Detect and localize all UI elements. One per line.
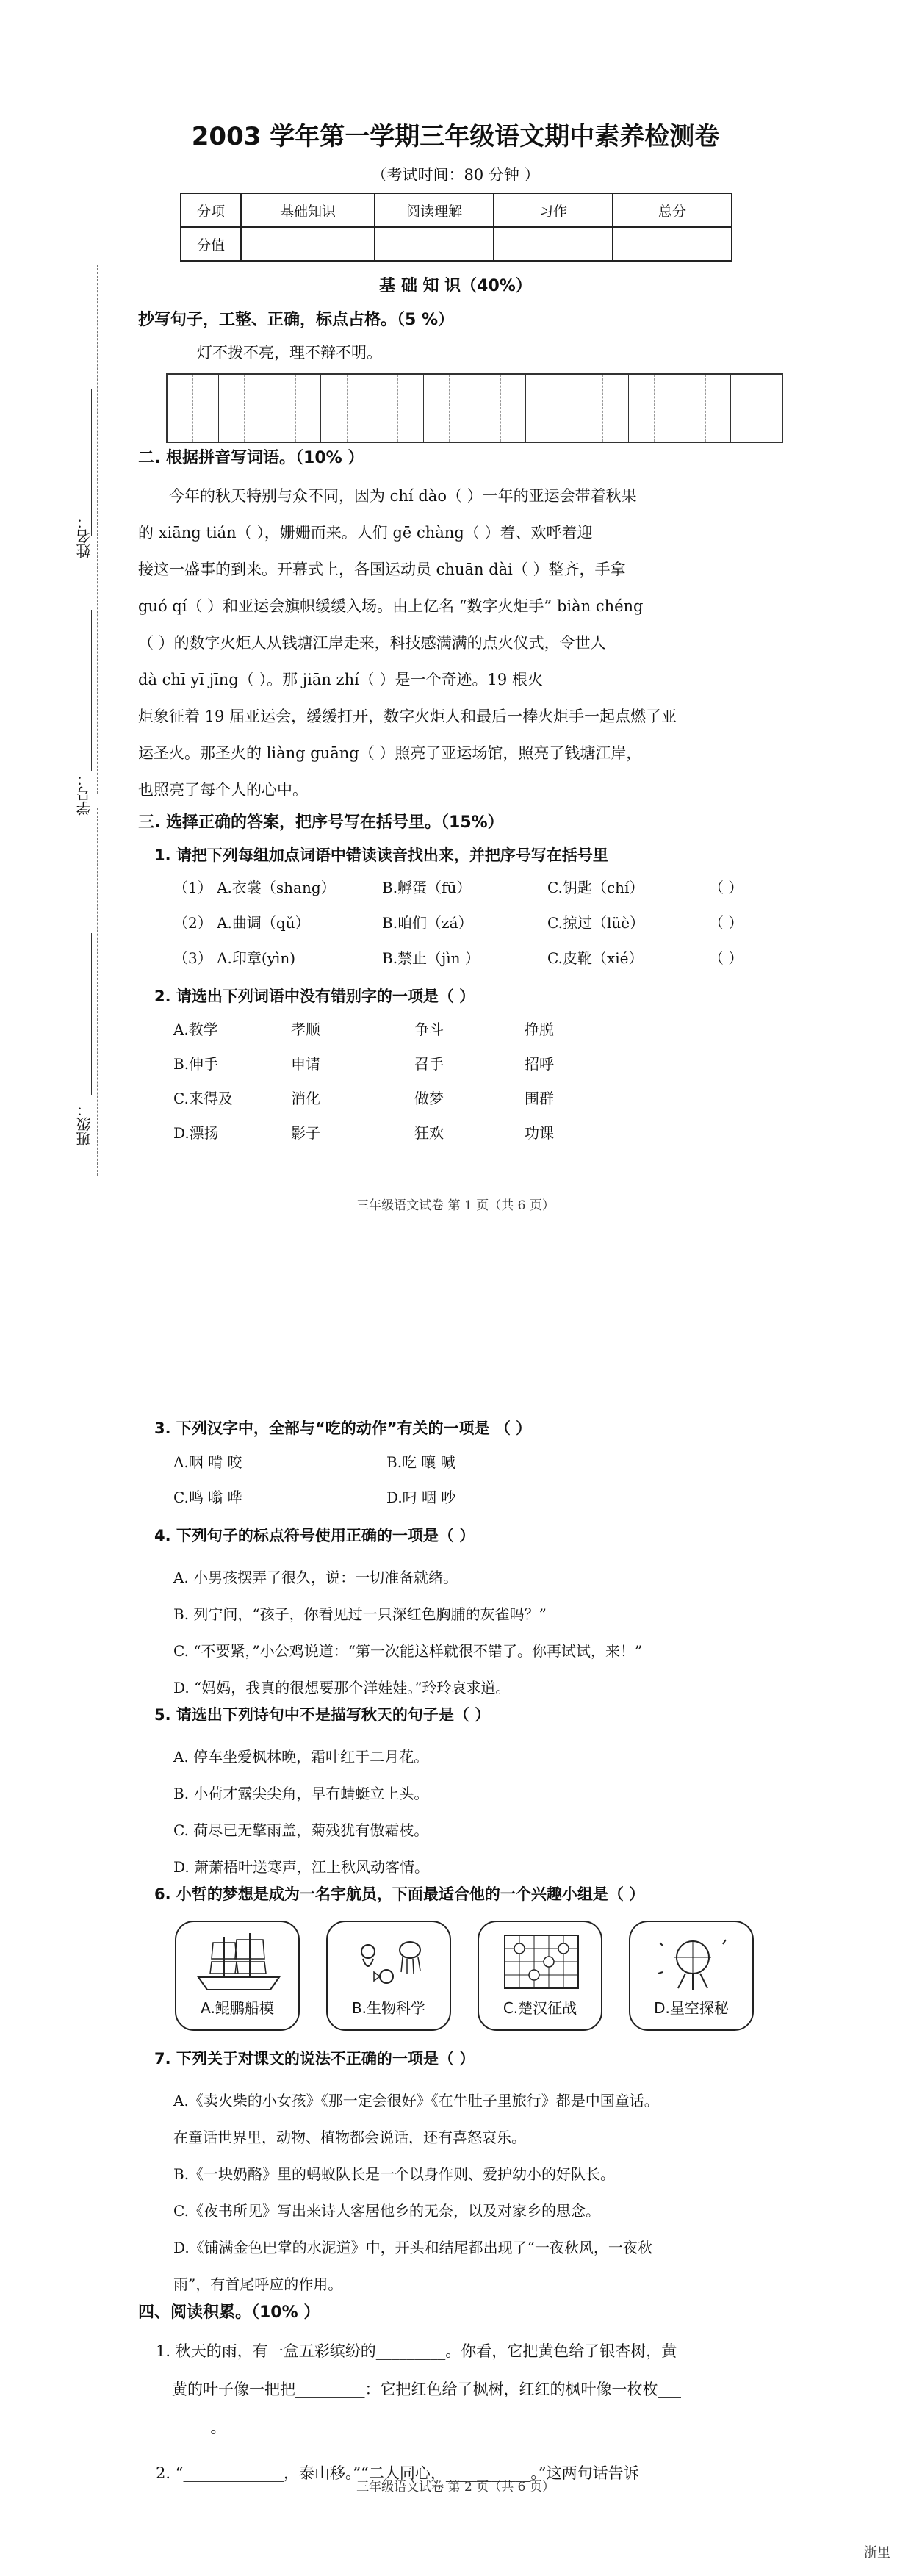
option: D.漂扬 [173,1124,219,1142]
option: 召手 [414,1055,444,1073]
option: B.伸手 [173,1055,219,1073]
option: C.来得及 [173,1090,233,1107]
option: A.《卖火柴的小女孩》《那一定会很好》《在牛肚子里旅行》都是中国童话。 [173,2092,659,2109]
option: 影子 [291,1124,320,1142]
q2-heading: 二. 根据拼音写词语。（10% ） [138,449,364,467]
option: A.教学 [173,1021,218,1038]
option: C.钥匙（chí） [547,879,644,896]
q3-sub1-options [173,876,743,982]
q2-line: 炬象征着 19 届亚运会，缓缓打开，数字火炬人和最后一棒火炬手一起点燃了亚 [138,708,677,725]
score-header-total: 总分 [613,193,732,227]
section-basic-heading: 基 础 知 识（40%） [379,277,532,295]
q2-line: 接这一盛事的到来。开幕式上，各国运动员 chuān dài（ ）整齐，手拿 [138,561,626,578]
choice-label: B.生物科学 [351,1999,426,2017]
q2-line: （ ）的数字火炬人从钱塘江岸走来，科技感满满的点火仪式，令世人 [138,634,606,652]
option: （3） A.印章(yìn) [173,949,296,967]
option: 做梦 [414,1090,444,1107]
q3-sub5-options [173,1738,429,1885]
ship-icon [191,1929,287,1996]
option: 围群 [525,1090,554,1107]
q1-sentence: 灯不拨不亮，理不辩不明。 [197,344,382,361]
choice-card-biology[interactable] [326,1921,451,2031]
name-blank [91,389,92,536]
option: C.掠过（lüè） [547,914,645,932]
option: C.鸣 嗡 哗 [173,1489,242,1506]
q3-sub4-options [173,1559,642,1706]
creatures-icon [342,1929,438,1996]
choice-label: A.鲲鹏船模 [201,1999,274,2017]
option: 争斗 [414,1021,444,1038]
q4-heading: 四、阅读积累。（10% ） [138,2303,320,2322]
option: 在童话世界里，动物、植物都会说话，还有喜怒哀乐。 [173,2129,526,2146]
q3-sub2-row [173,1121,554,1156]
option: C. 荷尽已无擎雨盖，菊残犹有傲霜枝。 [173,1821,429,1839]
writing-grid[interactable] [166,373,783,443]
choice-label: C.楚汉征战 [503,1999,577,2017]
q3-sub3-stem: 3. 下列汉字中，全部与“吃的动作”有关的一项是 （ ） [154,1420,532,1437]
score-row-label: 分值 [181,227,241,261]
exam-title: 2003 学年第一学期三年级语文期中素养检测卷 [191,122,720,151]
choice-card-stars[interactable] [629,1921,754,2031]
option: 狂欢 [414,1124,444,1142]
option: A. 小男孩摆弄了很久，说：一切准备就绪。 [173,1569,458,1586]
option: B. 列宁问，“孩子，你看见过一只深红色胸脯的灰雀吗？” [173,1605,547,1623]
option: 孝顺 [291,1021,320,1038]
id-blank [91,610,92,771]
q2-line: 的 xiāng tián（ ），姗姗而来。人们 gē chàng（ ）着、欢呼着迎 [138,524,593,542]
q4-line: 2. “_____________，泰山移。”“二人同心，___________。”这两句话告诉 [156,2464,639,2482]
option: 招呼 [525,1055,554,1073]
option: （1） A.衣裳（shang） [173,879,336,896]
page-footer-1: 三年级语文试卷 第 1 页（共 6 页） [356,1198,555,1213]
q3-sub1-stem: 1. 请把下列每组加点词语中错读读音找出来，并把序号写在括号里 [154,846,608,864]
choice-card-chess[interactable] [478,1921,602,2031]
option: 挣脱 [525,1021,554,1038]
score-header-item: 分项 [181,193,241,227]
score-cell-basic[interactable] [241,227,375,261]
option: 雨”，有首尾呼应的作用。 [173,2275,343,2293]
q4-line: 1. 秋天的雨，有一盒五彩缤纷的_________。你看，它把黄色给了银杏树，黄 [156,2342,677,2360]
option: B.咱们（zá） [382,914,473,932]
name-label: 姓名： [76,514,93,558]
q2-line: 今年的秋天特别与众不同，因为 chí dào（ ）一年的亚运会带着秋果 [169,487,637,505]
option: D.叼 咽 吵 [386,1489,456,1506]
option: A.咽 啃 咬 [173,1453,242,1471]
id-label: 学号： [76,771,93,816]
answer-blank[interactable]: （ ） [709,949,743,967]
q3-sub1-row [173,911,743,946]
score-header-reading: 阅读理解 [375,193,494,227]
option: 申请 [291,1055,320,1073]
q4-items [156,2332,788,2492]
binding-line-top [97,265,98,794]
option: 消化 [291,1090,320,1107]
q3-sub7-options [173,2082,791,2303]
q3-sub4-stem: 4. 下列句子的标点符号使用正确的一项是（ ） [154,1527,475,1544]
q3-sub5-stem: 5. 请选出下列诗句中不是描写秋天的句子是（ ） [154,1706,491,1724]
q2-line: dà chī yī jīng（ ）。那 jiān zhí（ ）是一个奇迹。19 根火 [138,671,543,688]
q3-sub3-row [173,1450,455,1486]
option: C.皮靴（xié） [547,949,644,967]
q3-heading: 三. 选择正确的答案，把序号写在括号里。（15%） [138,813,504,832]
option: C.《夜书所见》写出来诗人客居他乡的无奈，以及对家乡的思念。 [173,2202,600,2220]
option: D.《铺满金色巴掌的水泥道》中，开头和结尾都出现了“一夜秋风，一夜秋 [173,2239,652,2256]
score-table-header [181,193,732,227]
q4-line: 黄的叶子像一把把_________：它把红色给了枫树，红红的枫叶像一枚枚___ [172,2381,681,2398]
class-blank [91,933,92,1095]
q3-sub2-row [173,1087,554,1121]
telescope-icon [645,1929,741,1996]
corner-mark: 浙里 [864,2545,890,2561]
q3-sub2-row [173,1052,554,1087]
option: D. “妈妈，我真的很想要那个洋娃娃。”玲玲哀求道。 [173,1679,511,1697]
q3-sub2-options [173,1018,554,1156]
option: 功课 [525,1124,554,1142]
page-footer-2: 三年级语文试卷 第 2 页（共 6 页） [356,2480,555,2494]
q2-line: guó qí（ ）和亚运会旗帜缓缓入场。由上亿名 “数字火炬手” biàn chéng [138,597,644,615]
q3-sub1-row [173,876,743,911]
q1-heading: 抄写句子，工整、正确，标点占格。（5 %） [138,311,455,329]
option: C. “不要紧，”小公鸡说道：“第一次能这样就很不错了。你再试试，来！” [173,1642,643,1660]
option: A. 停车坐爱枫林晚，霜叶红于二月花。 [173,1748,429,1766]
q2-line: 也照亮了每个人的心中。 [138,781,308,799]
score-header-basic: 基础知识 [241,193,375,227]
option: B.孵蛋（fū） [382,879,472,896]
q3-sub2-stem: 2. 请选出下列词语中没有错别字的一项是（ ） [154,987,475,1005]
binding-line-bottom [97,808,98,1176]
answer-blank[interactable]: （ ） [709,914,743,932]
chessboard-icon [494,1929,589,1996]
score-cell-total[interactable] [613,227,732,261]
q4-line: _____。 [172,2419,226,2436]
exam-duration: （考试时间：80 分钟 ） [371,166,540,184]
option: B.吃 嚷 喊 [386,1453,455,1471]
q2-passage [138,478,785,808]
score-table [180,193,732,262]
option: B. 小荷才露尖尖角，早有蜻蜓立上头。 [173,1785,429,1802]
q3-sub3-options [173,1450,455,1521]
q3-sub7-stem: 7. 下列关于对课文的说法不正确的一项是（ ） [154,2050,475,2068]
option: B.《一块奶酪》里的蚂蚁队长是一个以身作则、爱护幼小的好队长。 [173,2165,616,2183]
class-label: 班级： [76,1102,93,1146]
choice-label: D.星空探秘 [654,1999,729,2017]
option: B.禁止（jìn ） [382,949,480,967]
score-table-values [181,227,732,261]
option: D. 萧萧梧叶送寒声，江上秋风动客情。 [173,1858,430,1876]
score-cell-reading[interactable] [375,227,494,261]
choice-card-ship[interactable] [175,1921,300,2031]
q3-sub6-stem: 6. 小哲的梦想是成为一名宇航员，下面最适合他的一个兴趣小组是（ ） [154,1885,645,1903]
option: （2） A.曲调（qǔ） [173,914,310,932]
q2-line: 运圣火。那圣火的 liàng guāng（ ）照亮了亚运场馆，照亮了钱塘江岸， [138,744,642,762]
q3-sub3-row [173,1486,455,1521]
q3-sub2-row [173,1018,554,1052]
answer-blank[interactable]: （ ） [709,879,743,896]
score-header-writing: 习作 [494,193,613,227]
score-cell-writing[interactable] [494,227,613,261]
q3-sub1-row [173,946,743,982]
